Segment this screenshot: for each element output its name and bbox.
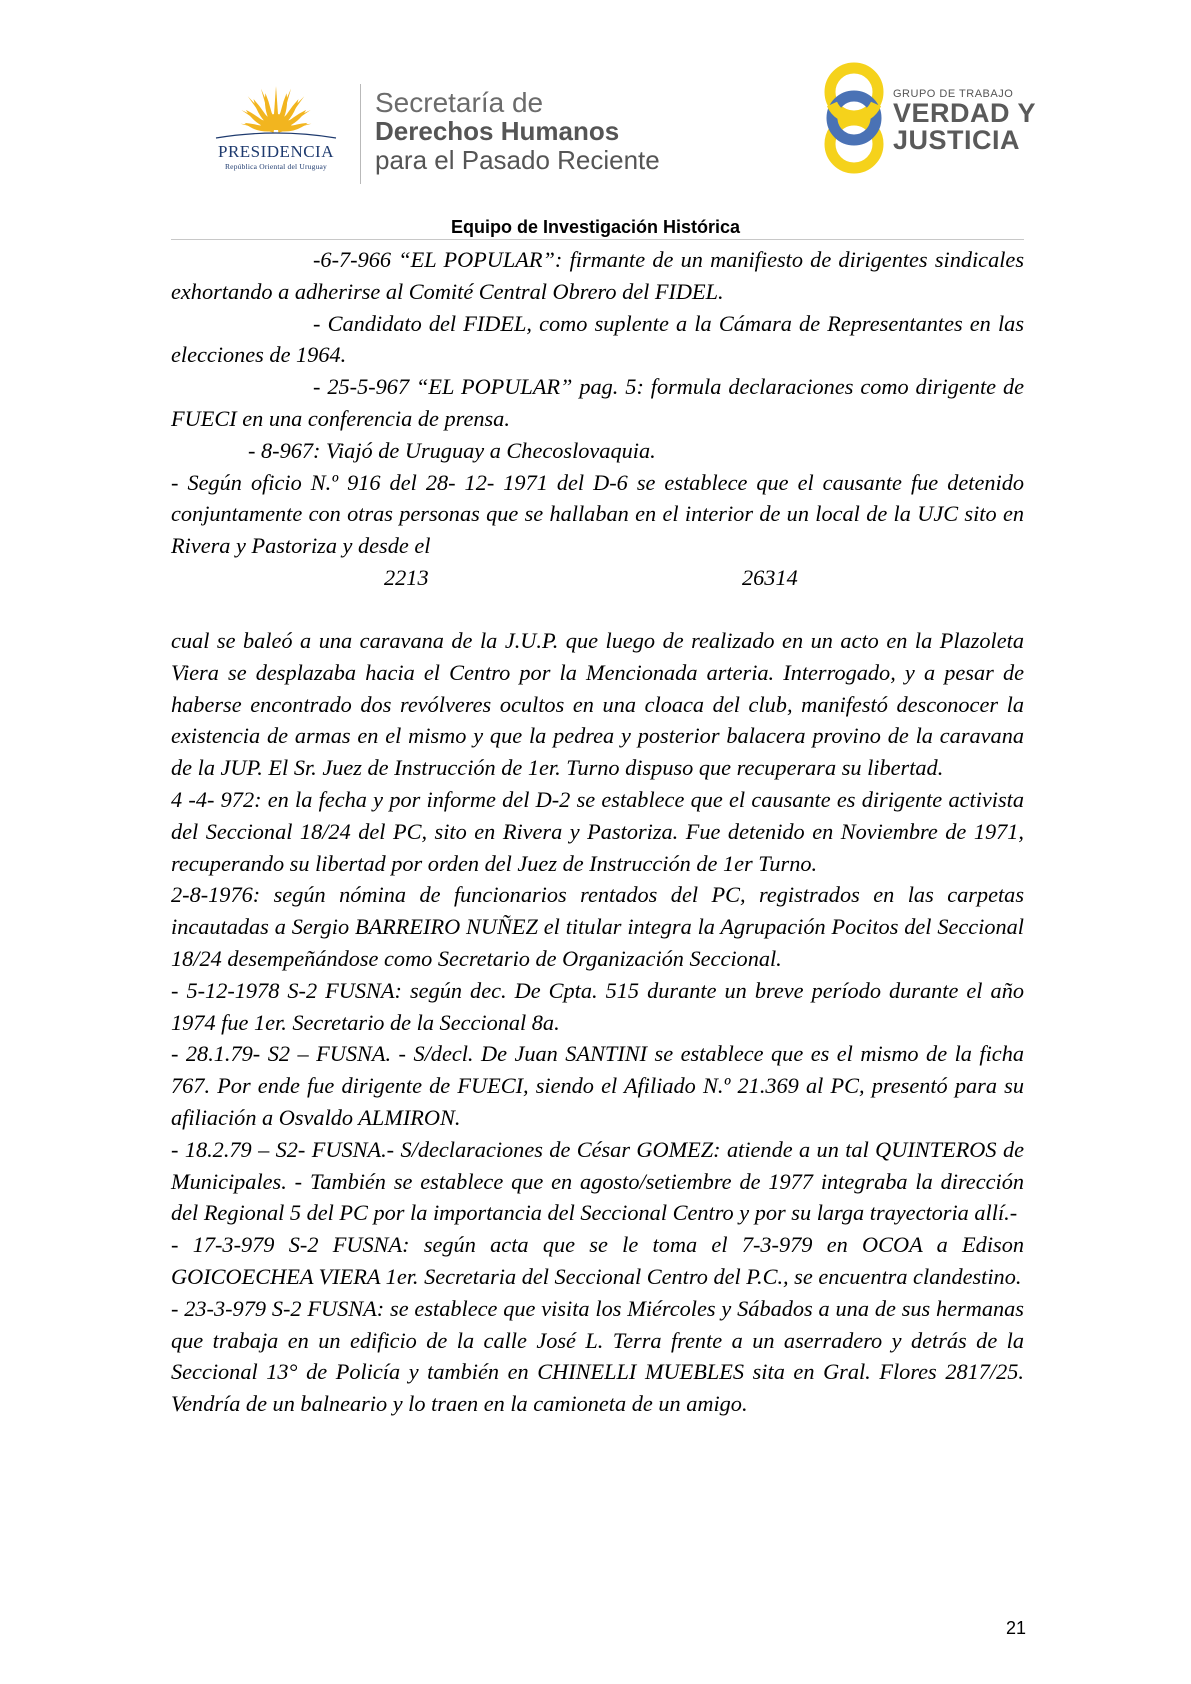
reference-numbers <box>171 562 1024 594</box>
header-rule <box>171 239 1024 240</box>
page-number: 21 <box>1005 1618 1026 1638</box>
secretaria-title <box>375 88 660 175</box>
paragraph-3: - 25-5-967 “EL POPULAR” pag. 5: formula declaraciones como dirigente de FUECI en una conferencia de prensa. <box>171 374 1024 431</box>
presidencia-label: PRESIDENCIA <box>217 142 334 161</box>
paragraph-12: - 17-3-979 S-2 FUSNA: según acta que se le toma el 7-3-979 en OCOA a Edison GOICOECHEA VIERA 1er. Secretaria del Seccional Centro del P.C., se encuentra clandestino. <box>171 1232 1024 1289</box>
paragraph-7: 4 -4- 972: en la fecha y por informe del D-2 se establece que el causante es dirigente activista del Seccional 18/24 del PC, sito en Rivera y Pastoriza. Fue detenido en Noviembre de 1971, recuperando su libertad por orden del Juez de Instrucción de 1er Turno. <box>171 786 1024 876</box>
paragraph-6: cual se baleó a una caravana de la J.U.P. que luego de realizado en un acto en la Plazoleta Viera se desplazaba hacia el Centro por la Mencionada arteria. Interrogado, y a pesar de haberse encontrado dos revólveres ocultos en una cloaca del club, manifestó desconocer la existencia de armas en el mismo y que la pedrea y posterior balacera provino de la caravana de la JUP. El Sr. Juez de Instrucción de 1er. Turno dispuso que recuperara su libertad. <box>171 627 1024 781</box>
page-header <box>0 0 1191 237</box>
presidencia-subtitle: República Oriental del Uruguay <box>224 162 327 171</box>
verdad-justicia-text <box>893 88 1036 154</box>
paragraph-11: - 18.2.79 – S2- FUSNA.- S/declaraciones de César GOMEZ: atiende a un tal QUINTEROS de Municipales. - También se establece que en agosto/setiembre de 1977 integraba la dirección del Regional 5 del PC por la importancia del Seccional Centro y por su larga trayectoria allí.- <box>171 1136 1024 1226</box>
paragraph-2: - Candidato del FIDEL, como suplente a la Cámara de Representantes en las elecciones de 1964. <box>171 310 1024 368</box>
paragraph-13: - 23-3-979 S-2 FUSNA: se establece que visita los Miércoles y Sábados a una de sus hermanas que trabaja en un edificio de la calle José L. Terra frente a un aserradero y detrás de la Seccional 13° de Policía y también en CHINELLI MUEBLES sita en Gral. Flores 2817/25. Vendría de un balneario y lo traen en la camioneta de un amigo. <box>171 1295 1024 1417</box>
secretaria-line-2: Derechos Humanos <box>375 116 620 146</box>
verdad-y-label: VERDAD Y <box>893 98 1037 128</box>
paragraph-5: - Según oficio N.º 916 del 28- 12- 1971 del D-6 se establece que el causante fue detenido conjuntamente con otras personas que se hallaban en el interior de un local de la UJC sito en Rivera y Pastoriza y desde el <box>171 469 1024 559</box>
header-divider <box>360 84 361 184</box>
verdad-justicia-rings-logo <box>820 58 900 178</box>
secretaria-line-3: para el Pasado Reciente <box>375 145 660 175</box>
reference-number-b: 26314 <box>742 564 798 590</box>
document-body <box>171 244 1024 1420</box>
grupo-trabajo-label: GRUPO DE TRABAJO <box>893 88 1014 100</box>
paragraph-9: - 5-12-1978 S-2 FUSNA: según dec. De Cpta. 515 durante un breve período durante el año 1974 fue 1er. Secretario de la Seccional 8a. <box>171 977 1024 1035</box>
paragraph-10: - 28.1.79- S2 – FUSNA. - S/decl. De Juan SANTINI se establece que es el mismo de la ficha 767. Por ende fue dirigente de FUECI, siendo el Afiliado N.º 21.369 al PC, presentó para su afiliación a Osvaldo ALMIRON. <box>171 1041 1024 1130</box>
paragraph-8: 2-8-1976: según nómina de funcionarios rentados del PC, registrados en las carpetas incautadas a Sergio BARREIRO NUÑEZ el titular integra la Agrupación Pocitos del Seccional 18/24 desempeñándose como Secretario de Organización Seccional. <box>171 882 1024 971</box>
team-title: Equipo de Investigación Histórica <box>450 217 741 237</box>
reference-number-a: 2213 <box>384 564 429 590</box>
spacer <box>171 594 1024 625</box>
justicia-label: JUSTICIA <box>893 125 1021 155</box>
paragraph-1: -6-7-966 “EL POPULAR”: firmante de un manifiesto de dirigentes sindicales exhortando a adherirse al Comité Central Obrero del FIDEL. <box>171 247 1024 304</box>
secretaria-line-1: Secretaría de <box>375 87 544 118</box>
paragraph-4: - 8-967: Viajó de Uruguay a Checoslovaquia. <box>248 437 656 463</box>
